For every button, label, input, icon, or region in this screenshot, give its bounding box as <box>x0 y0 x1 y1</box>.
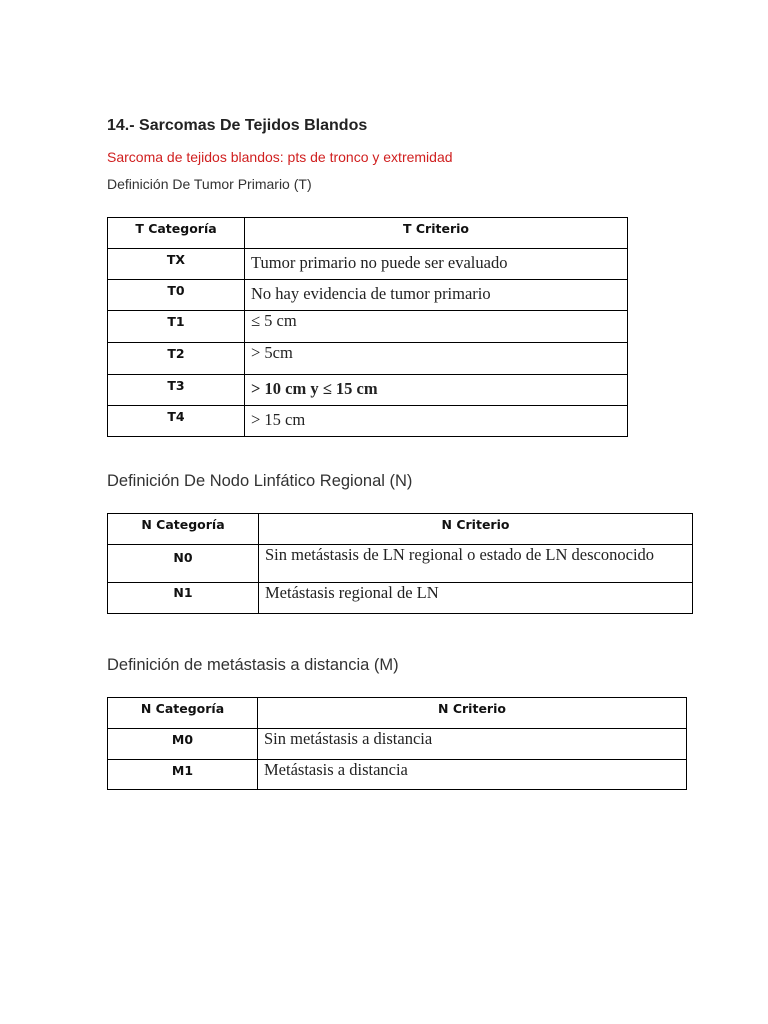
document-subtitle: Sarcoma de tejidos blandos: pts de tronco y extremidad <box>107 149 453 165</box>
n-category-table <box>107 513 693 614</box>
table-row <box>108 249 628 280</box>
table-row <box>108 545 693 583</box>
table-row <box>108 280 628 311</box>
document-title: 14.- Sarcomas De Tejidos Blandos <box>107 117 368 134</box>
column-header-criterion: N Criterio <box>259 514 693 545</box>
table-row <box>108 760 687 790</box>
criterion-cell: Metástasis regional de LN <box>259 583 693 614</box>
m-section-heading: Definición de metástasis a distancia (M) <box>107 656 399 674</box>
t-section-heading: Definición De Tumor Primario (T) <box>107 176 312 192</box>
table-row <box>108 343 628 375</box>
category-cell: N1 <box>108 583 259 614</box>
criterion-cell: Sin metástasis a distancia <box>258 729 687 760</box>
category-cell: N0 <box>108 545 259 583</box>
column-header-category: T Categoría <box>108 218 245 249</box>
table-row <box>108 375 628 406</box>
column-header-category: N Categoría <box>108 698 258 729</box>
table-header-row <box>108 218 628 249</box>
t-category-table <box>107 217 628 437</box>
category-cell: M0 <box>108 729 258 760</box>
table-row <box>108 311 628 343</box>
criterion-cell: ≤ 5 cm <box>245 311 628 343</box>
category-cell: T0 <box>108 280 245 311</box>
criterion-cell: > 5cm <box>245 343 628 375</box>
criterion-cell: > 15 cm <box>245 406 628 437</box>
table-header-row <box>108 698 687 729</box>
criterion-cell: > 10 cm y ≤ 15 cm <box>245 375 628 406</box>
category-cell: T4 <box>108 406 245 437</box>
category-cell: T2 <box>108 343 245 375</box>
table-row <box>108 729 687 760</box>
category-cell: M1 <box>108 760 258 790</box>
criterion-cell: No hay evidencia de tumor primario <box>245 280 628 311</box>
criterion-cell: Metástasis a distancia <box>258 760 687 790</box>
column-header-category: N Categoría <box>108 514 259 545</box>
n-section-heading: Definición De Nodo Linfático Regional (N) <box>107 472 413 490</box>
column-header-criterion: N Criterio <box>258 698 687 729</box>
table-header-row <box>108 514 693 545</box>
category-cell: T3 <box>108 375 245 406</box>
category-cell: T1 <box>108 311 245 343</box>
table-row <box>108 406 628 437</box>
criterion-cell: Sin metástasis de LN regional o estado de LN desconocido <box>259 545 693 583</box>
column-header-criterion: T Criterio <box>245 218 628 249</box>
table-row <box>108 583 693 614</box>
criterion-cell: Tumor primario no puede ser evaluado <box>245 249 628 280</box>
m-category-table <box>107 697 687 790</box>
category-cell: TX <box>108 249 245 280</box>
